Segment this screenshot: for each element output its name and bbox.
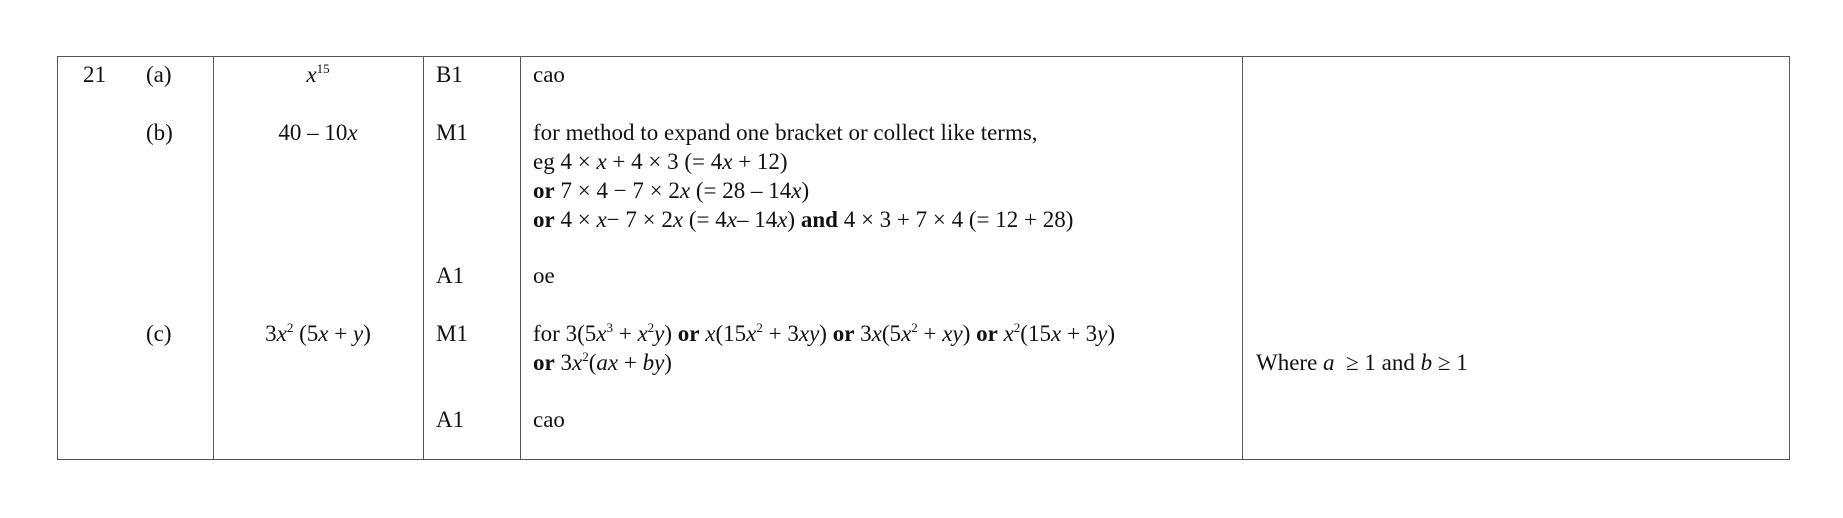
guidance-c: Where a ≥ 1 and b ≥ 1: [1256, 350, 1468, 375]
column-divider: [1242, 57, 1243, 459]
notes-b-line: or 7 × 4 − 7 × 2x (= 28 – 14x): [533, 178, 810, 203]
notes-b-line: or 4 × x− 7 × 2x (= 4x– 14x) and 4 × 3 + 7 × 4 (= 12 + 28): [533, 207, 1074, 232]
part-label-a: (a): [146, 62, 172, 87]
mark-scheme-table: [57, 56, 1790, 460]
mark-c-accuracy: A1: [436, 407, 465, 432]
answer-c: $3x^2$ (5x + y): [265, 320, 371, 346]
mark-c-method: M1: [436, 321, 468, 346]
answer-b: 40 – 10x: [278, 120, 358, 145]
part-label-c: (c): [146, 321, 172, 346]
mark-b-method: M1: [436, 120, 468, 145]
notes-b-line: eg 4 × x + 4 × 3 (= 4x + 12): [533, 149, 788, 174]
notes-c-line: for $3(5x^3 + x^2y)$ or $x(15x^2 + 3xy)$ or $3x(5x^2 + xy)$ or $x^2(15x + 3y)$: [533, 320, 1116, 346]
mark-b-accuracy: A1: [436, 263, 465, 288]
notes-b-line: for method to expand one bracket or collect like terms,: [533, 120, 1038, 145]
notes-c-accuracy: cao: [533, 407, 565, 432]
part-label-b: (b): [146, 120, 173, 145]
answer-a: $x^{15}$: [306, 61, 330, 87]
notes-c-line: or $3x^2(ax + by)$: [533, 349, 672, 375]
mark-a: B1: [436, 62, 463, 87]
question-number: 21: [83, 62, 106, 87]
notes-a: cao: [533, 62, 565, 87]
column-divider: [423, 57, 424, 459]
column-divider: [520, 57, 521, 459]
notes-b-accuracy: oe: [533, 263, 555, 288]
